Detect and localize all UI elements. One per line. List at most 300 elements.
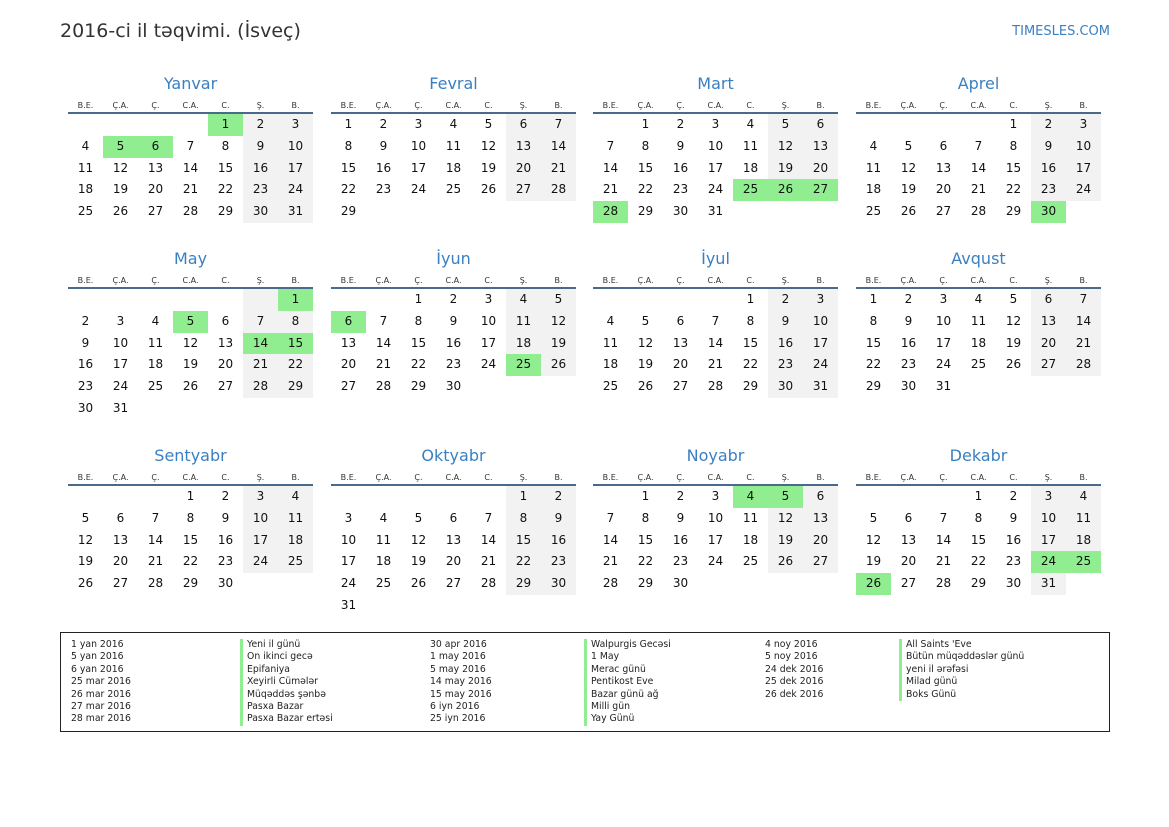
day-cell: 2 [541,486,576,508]
weekday-header [68,96,313,114]
day-cell: 19 [77,554,94,569]
day-cell: 4 [1066,486,1101,508]
day-cell: 7 [541,114,576,136]
day-cell: 11 [278,508,313,530]
day-cell: 29 [506,573,541,595]
weekday-label: Ş. [781,473,790,482]
month-name: Avqust [951,249,1006,268]
day-cell: 14 [602,532,619,547]
day-cell: 2 [379,117,388,131]
day-cell: 27 [217,379,234,394]
weekday-header [593,96,838,114]
day-cell: 20 [672,357,689,372]
day-cell: 16 [375,160,392,175]
day-cell: 1 [746,292,755,306]
day-cell: 17 [340,554,357,569]
day-cell: 15 [217,160,234,175]
day-cell: 25 [445,182,462,197]
empty-cell [891,114,926,136]
day-cell: 23 [243,179,278,201]
day-cell: 22 [637,554,654,569]
weekday-label: Ş. [256,101,265,110]
day-cell: 26 [77,576,94,591]
day-cell: 12 [541,311,576,333]
weekday-label: C. [221,276,230,285]
day-cell: 11 [970,313,987,328]
day-cell: 7 [1066,289,1101,311]
day-cell: 17 [707,160,724,175]
day-cell: 20 [147,182,164,197]
month-6 [593,247,838,398]
day-cell: 16 [1031,158,1066,180]
day-cell: 25 [865,204,882,219]
weekday-label: C. [746,276,755,285]
day-cell: 21 [147,554,164,569]
day-cell: 14 [147,532,164,547]
legend-date: 15 may 2016 [430,688,492,700]
day-cell: 10 [1031,508,1066,530]
weekday-label: C. [221,473,230,482]
day-cell: 19 [768,158,803,180]
day-cell: 25 [506,354,541,376]
weekday-label: Ç.A. [375,276,392,285]
legend-dates [765,639,823,701]
day-cell: 10 [480,313,497,328]
day-cell: 15 [410,335,427,350]
day-cell: 22 [217,182,234,197]
day-cell: 14 [541,136,576,158]
day-cell: 29 [970,576,987,591]
day-grid [593,289,838,398]
day-cell: 7 [484,510,493,525]
day-cell: 6 [939,138,948,153]
day-cell: 23 [375,182,392,197]
day-cell: 31 [707,204,724,219]
day-cell: 14 [970,160,987,175]
day-cell: 24 [1066,179,1101,201]
day-cell: 13 [803,136,838,158]
day-cell: 24 [803,354,838,376]
weekday-label: B. [816,276,825,285]
day-cell: 21 [970,182,987,197]
day-cell: 15 [506,530,541,552]
day-cell: 23 [672,182,689,197]
day-cell: 22 [340,182,357,197]
day-cell: 7 [939,510,948,525]
day-cell: 15 [637,160,654,175]
day-cell: 29 [637,204,654,219]
day-cell: 27 [672,379,689,394]
day-cell: 18 [970,335,987,350]
day-cell: 15 [742,335,759,350]
day-cell: 25 [742,554,759,569]
day-cell: 30 [243,201,278,223]
weekday-label: B.E. [340,473,357,482]
weekday-label: B.E. [77,473,94,482]
day-cell: 12 [1005,313,1022,328]
day-cell: 13 [803,508,838,530]
day-cell: 2 [221,489,230,503]
month-name: Oktyabr [421,446,486,465]
day-cell: 1 [1009,117,1018,131]
empty-cell [173,114,208,136]
day-cell: 6 [803,486,838,508]
weekday-label: C.A. [707,473,724,482]
day-cell: 7 [186,138,195,153]
day-cell: 12 [637,335,654,350]
day-cell: 8 [221,138,230,153]
weekday-label: Ç. [151,473,160,482]
day-cell: 11 [147,335,164,350]
day-cell: 29 [410,379,427,394]
day-cell: 12 [112,160,129,175]
legend-holiday-name: Epifaniya [240,664,333,676]
day-cell: 13 [1031,311,1066,333]
day-cell: 2 [243,114,278,136]
day-cell: 26 [541,354,576,376]
day-cell: 20 [112,554,129,569]
empty-cell [103,289,138,311]
day-cell: 13 [935,160,952,175]
day-cell: 16 [243,158,278,180]
day-cell: 16 [768,333,803,355]
day-cell: 8 [641,510,650,525]
day-cell: 22 [506,551,541,573]
weekday-label: B.E. [602,101,619,110]
site-link[interactable]: TIMESLES.COM [1012,24,1110,39]
day-cell: 18 [742,160,759,175]
weekday-label: B.E. [340,101,357,110]
weekday-label: C. [746,101,755,110]
day-cell: 19 [480,160,497,175]
legend-holiday-name: Pasxa Bazar ertəsi [240,713,333,725]
weekday-label: Ç.A. [637,276,654,285]
weekday-label: C.A. [970,101,987,110]
day-cell: 18 [1066,530,1101,552]
day-cell: 23 [768,354,803,376]
day-cell: 5 [173,311,208,333]
day-cell: 11 [445,138,462,153]
month-name: Dekabr [949,446,1008,465]
day-cell: 3 [939,292,948,306]
day-cell: 11 [506,311,541,333]
weekday-label: C.A. [445,473,462,482]
empty-cell [891,486,926,508]
day-cell: 30 [217,576,234,591]
day-cell: 4 [506,289,541,311]
day-cell: 24 [112,379,129,394]
day-cell: 5 [103,136,138,158]
day-cell: 28 [147,576,164,591]
day-cell: 19 [900,182,917,197]
day-cell: 7 [379,313,388,328]
day-cell: 25 [77,204,94,219]
day-cell: 7 [151,510,160,525]
day-cell: 14 [480,532,497,547]
day-cell: 3 [414,117,423,131]
day-cell: 9 [379,138,388,153]
day-cell: 15 [182,532,199,547]
month-name: İyun [436,249,471,268]
weekday-label: C.A. [970,276,987,285]
day-cell: 27 [900,576,917,591]
empty-cell [138,289,173,311]
day-cell: 18 [445,160,462,175]
day-cell: 22 [637,182,654,197]
legend-date: 5 may 2016 [430,663,486,675]
weekday-label: B.E. [602,473,619,482]
legend-date: 4 noy 2016 [765,639,818,650]
empty-cell [961,114,996,136]
day-cell: 29 [278,376,313,398]
day-cell: 29 [340,204,357,219]
day-cell: 13 [147,160,164,175]
holiday-legend [60,632,1110,732]
empty-cell [593,486,628,508]
day-cell: 21 [935,554,952,569]
day-cell: 20 [935,182,952,197]
month-name: May [173,249,208,268]
legend-date: 5 noy 2016 [765,651,818,663]
day-cell: 1 [414,292,423,306]
day-cell: 24 [707,182,724,197]
weekday-label: Ç. [939,276,948,285]
legend-date: 24 dek 2016 [765,663,824,675]
day-cell: 2 [676,117,685,131]
day-cell: 30 [1005,576,1022,591]
day-cell: 15 [637,532,654,547]
day-cell: 12 [768,508,803,530]
month-name: İyul [701,249,730,268]
legend-holiday-name: On ikinci gecə [240,651,333,663]
weekday-label: B. [816,101,825,110]
day-cell: 5 [81,510,90,525]
day-cell: 12 [865,532,882,547]
legend-holiday-name: Merac günü [584,664,671,676]
day-cell: 29 [1005,204,1022,219]
day-cell: 17 [1031,530,1066,552]
day-cell: 19 [865,554,882,569]
weekday-label: Ş. [519,473,528,482]
day-cell: 11 [77,160,94,175]
day-cell: 18 [375,554,392,569]
weekday-label: C.A. [182,473,199,482]
day-cell: 1 [344,117,353,131]
day-cell: 24 [935,357,952,372]
day-cell: 12 [900,160,917,175]
day-cell: 15 [278,333,313,355]
day-cell: 9 [1009,510,1018,525]
day-cell: 22 [865,357,882,372]
day-cell: 19 [410,554,427,569]
weekday-label: Ç. [414,276,423,285]
day-cell: 28 [182,204,199,219]
month-5 [331,247,576,398]
legend-dates [430,639,492,726]
day-cell: 30 [672,204,689,219]
day-cell: 4 [746,117,755,131]
day-cell: 15 [865,335,882,350]
day-cell: 16 [217,532,234,547]
day-cell: 8 [974,510,983,525]
weekday-label: B. [554,276,563,285]
weekday-label: B. [1079,473,1088,482]
weekday-label: C. [484,276,493,285]
day-cell: 13 [672,335,689,350]
day-cell: 28 [1066,354,1101,376]
day-cell: 12 [182,335,199,350]
day-cell: 3 [711,489,720,503]
day-cell: 28 [480,576,497,591]
day-cell: 14 [935,532,952,547]
weekday-label: B. [554,101,563,110]
day-cell: 4 [869,138,878,153]
day-cell: 12 [768,136,803,158]
day-cell: 16 [77,357,94,372]
legend-date: 26 mar 2016 [71,688,131,700]
day-cell: 31 [803,376,838,398]
day-cell: 7 [711,313,720,328]
day-cell: 6 [449,510,458,525]
legend-names [240,639,333,726]
empty-cell [436,486,471,508]
legend-date: 25 dek 2016 [765,676,824,688]
day-cell: 6 [138,136,173,158]
weekday-header [331,468,576,486]
empty-cell [856,114,891,136]
day-cell: 31 [1031,573,1066,595]
day-cell: 14 [602,160,619,175]
day-cell: 23 [445,357,462,372]
day-cell: 19 [637,357,654,372]
day-cell: 21 [602,554,619,569]
day-cell: 1 [186,489,195,503]
day-cell: 16 [541,530,576,552]
day-cell: 20 [445,554,462,569]
empty-cell [243,289,278,311]
day-cell: 19 [182,357,199,372]
day-cell: 23 [217,554,234,569]
day-cell: 6 [803,114,838,136]
day-cell: 22 [182,554,199,569]
day-cell: 12 [77,532,94,547]
weekday-label: C. [221,101,230,110]
day-cell: 3 [278,114,313,136]
day-cell: 28 [375,379,392,394]
day-cell: 21 [243,354,278,376]
weekday-header [856,468,1101,486]
day-cell: 25 [602,379,619,394]
day-cell: 13 [217,335,234,350]
weekday-label: C. [484,101,493,110]
day-cell: 13 [900,532,917,547]
legend-holiday-name: Milli gün [584,701,671,713]
day-cell: 2 [449,292,458,306]
day-cell: 9 [243,136,278,158]
legend-date: 1 yan 2016 [71,639,124,650]
day-cell: 3 [1066,114,1101,136]
day-cell: 18 [506,333,541,355]
legend-dates [71,639,131,726]
day-cell: 20 [1031,333,1066,355]
day-cell: 27 [340,379,357,394]
empty-cell [138,486,173,508]
empty-cell [856,486,891,508]
legend-holiday-name: Müqəddəs şənbə [240,689,333,701]
weekday-label: C.A. [182,101,199,110]
day-cell: 8 [869,313,878,328]
day-cell: 14 [182,160,199,175]
day-cell: 26 [768,179,803,201]
weekday-label: B. [1079,101,1088,110]
month-7 [856,247,1101,398]
weekday-label: Ç.A. [637,101,654,110]
day-cell: 28 [243,376,278,398]
legend-holiday-name: Walpurgis Gecəsi [584,639,671,651]
weekday-label: Ç. [676,276,685,285]
day-cell: 2 [904,292,913,306]
day-cell: 26 [480,182,497,197]
empty-cell [173,289,208,311]
weekday-label: B. [554,473,563,482]
day-cell: 20 [803,158,838,180]
day-cell: 7 [974,138,983,153]
empty-cell [331,289,366,311]
day-cell: 9 [221,510,230,525]
day-cell: 1 [641,489,650,503]
empty-cell [593,289,628,311]
day-cell: 17 [707,532,724,547]
day-cell: 27 [147,204,164,219]
day-cell: 11 [865,160,882,175]
day-cell: 6 [331,311,366,333]
weekday-label: Ç.A. [112,276,129,285]
day-cell: 28 [935,576,952,591]
day-cell: 10 [410,138,427,153]
legend-date: 14 may 2016 [430,676,492,688]
weekday-label: Ç. [676,101,685,110]
day-cell: 27 [112,576,129,591]
empty-cell [103,486,138,508]
day-cell: 13 [445,532,462,547]
empty-cell [401,486,436,508]
empty-cell [68,289,103,311]
weekday-label: B. [816,473,825,482]
day-cell: 21 [602,182,619,197]
day-cell: 6 [506,114,541,136]
day-cell: 24 [243,551,278,573]
day-cell: 17 [480,335,497,350]
day-cell: 27 [445,576,462,591]
weekday-header [593,271,838,289]
day-cell: 16 [445,335,462,350]
day-cell: 8 [506,508,541,530]
month-name: Sentyabr [154,446,227,465]
day-cell: 27 [803,179,838,201]
day-cell: 10 [1066,136,1101,158]
day-cell: 4 [449,117,458,131]
day-cell: 1 [974,489,983,503]
weekday-label: Ç. [939,101,948,110]
day-cell: 5 [768,486,803,508]
day-cell: 10 [707,510,724,525]
day-cell: 28 [541,179,576,201]
day-grid [856,486,1101,595]
weekday-label: Ç.A. [112,101,129,110]
day-cell: 24 [1031,551,1066,573]
weekday-label: C. [746,473,755,482]
weekday-label: C.A. [707,101,724,110]
